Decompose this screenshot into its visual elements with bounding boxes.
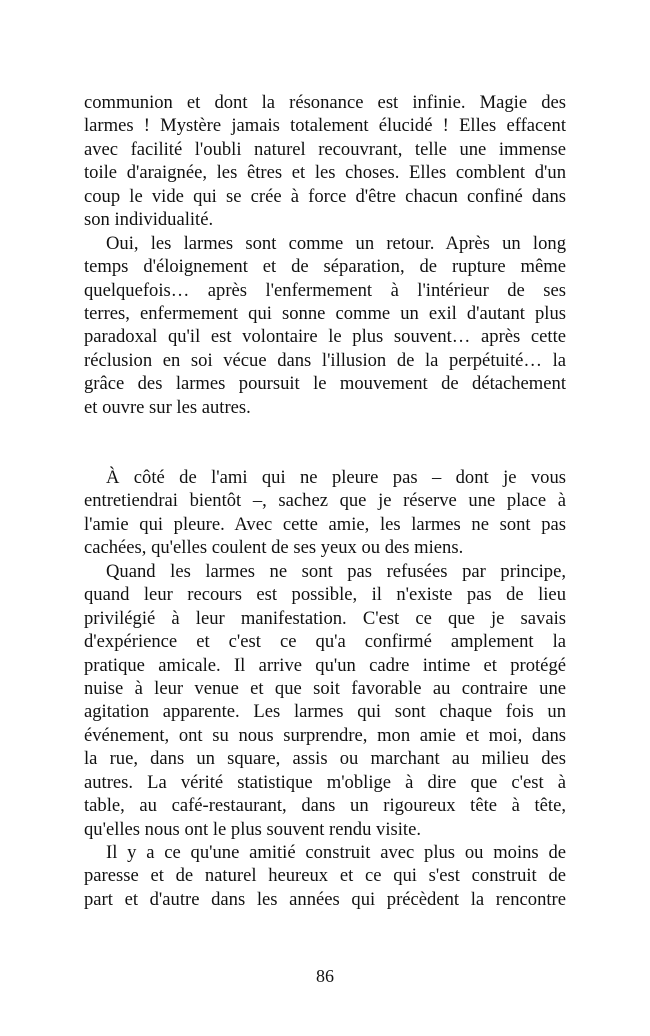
page-body bbox=[84, 91, 566, 911]
text-line: privilégié à leur manifestation. C'est ce que je savais bbox=[84, 607, 566, 629]
section-break bbox=[84, 419, 566, 466]
text-line: autres. La vérité statistique m'oblige à dire que c'est à bbox=[84, 771, 566, 793]
paragraph bbox=[84, 560, 566, 841]
text-line: réclusion en soi vécue dans l'illusion de la perpétuité… la bbox=[84, 349, 566, 371]
text-line: l'amie qui pleure. Avec cette amie, les larmes ne sont pas bbox=[84, 513, 566, 535]
paragraph bbox=[84, 91, 566, 232]
text-line: événement, ont su nous surprendre, mon amie et moi, dans bbox=[84, 724, 566, 746]
page-number: 86 bbox=[316, 966, 334, 986]
text-line: nuise à leur venue et que soit favorable au contraire une bbox=[84, 677, 566, 699]
paragraph bbox=[84, 841, 566, 911]
text-line: d'expérience et c'est ce qu'a confirmé amplement la bbox=[84, 631, 566, 653]
text-line: agitation apparente. Les larmes qui sont chaque fois un bbox=[84, 701, 566, 723]
text-line: entretiendrai bientôt –, sachez que je réserve une place à bbox=[84, 490, 566, 512]
text-line: pratique amicale. Il arrive qu'un cadre intime et protégé bbox=[84, 654, 566, 676]
text-line: grâce des larmes poursuit le mouvement de détachement bbox=[84, 373, 566, 395]
text-line: son individualité. bbox=[84, 209, 214, 231]
text-line: terres, enfermement qui sonne comme un exil d'autant plus bbox=[84, 302, 566, 324]
text-line: larmes ! Mystère jamais totalement élucidé ! Elles effacent bbox=[84, 115, 566, 137]
text-line: la rue, dans un square, assis ou marchant au milieu des bbox=[84, 748, 566, 770]
text-line: qu'elles nous ont le plus souvent rendu visite. bbox=[84, 818, 421, 840]
text-line: table, au café-restaurant, dans un rigoureux tête à tête, bbox=[84, 795, 566, 817]
text-line: et ouvre sur les autres. bbox=[84, 396, 251, 418]
text-line: paradoxal qu'il est volontaire le plus souvent… après cette bbox=[84, 326, 566, 348]
text-line: cachées, qu'elles coulent de ses yeux ou des miens. bbox=[84, 537, 464, 559]
text-line: Oui, les larmes sont comme un retour. Après un long bbox=[106, 232, 566, 254]
text-line: communion et dont la résonance est infinie. Magie des bbox=[84, 92, 566, 113]
text-line: part et d'autre dans les années qui précèdent la rencontre bbox=[84, 888, 566, 910]
text-line: quand leur recours est possible, il n'existe pas de lieu bbox=[84, 584, 566, 606]
text-line: À côté de l'ami qui ne pleure pas – dont je vous bbox=[106, 467, 566, 489]
text-line: quelquefois… après l'enfermement à l'intérieur de ses bbox=[84, 279, 566, 301]
text-line: avec facilité l'oubli naturel recouvrant, telle une immense bbox=[84, 138, 566, 160]
text-line: toile d'araignée, les êtres et les choses. Elles comblent d'un bbox=[84, 162, 566, 184]
paragraph bbox=[84, 466, 566, 560]
text-line: coup le vide qui se crée à force d'être chacun confiné dans bbox=[84, 185, 566, 207]
text-line: temps d'éloignement et de séparation, de rupture même bbox=[84, 256, 566, 278]
text-line: paresse et de naturel heureux et ce qui s'est construit de bbox=[84, 865, 566, 887]
text-line: Il y a ce qu'une amitié construit avec plus ou moins de bbox=[106, 842, 566, 864]
text-line: Quand les larmes ne sont pas refusées par principe, bbox=[106, 560, 566, 582]
paragraph bbox=[84, 232, 566, 420]
